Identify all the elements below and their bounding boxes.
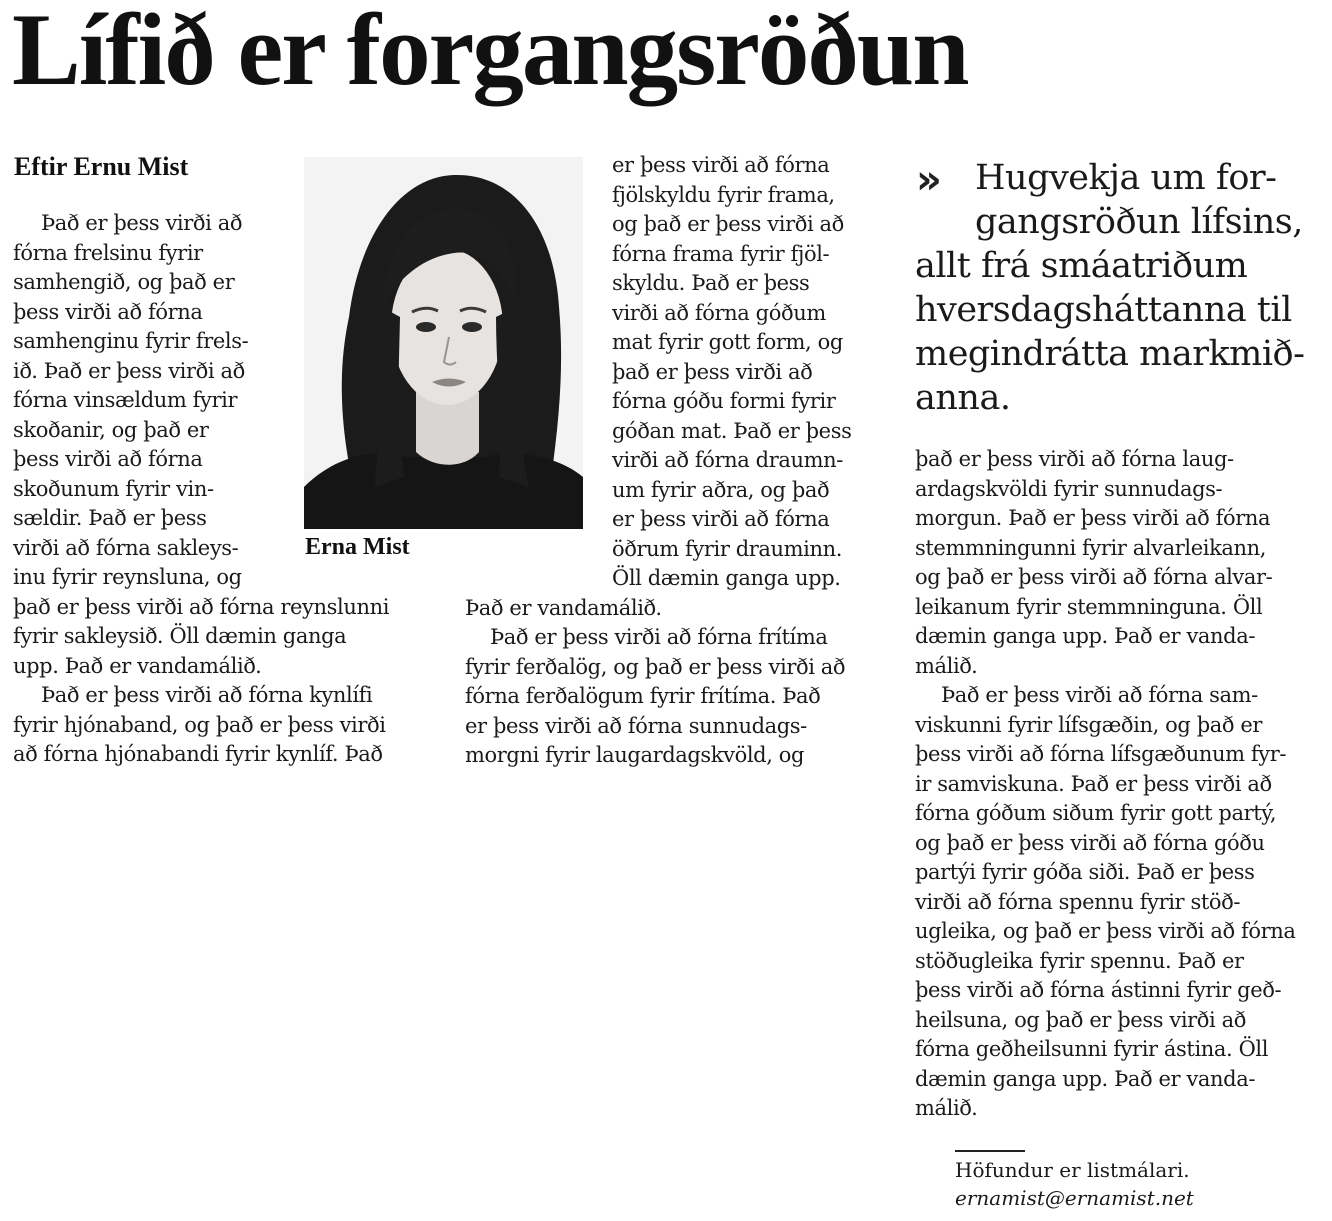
text-line: heilsuna, og það er þess virði að [915,1007,1246,1032]
text-line: skoðunum fyrir vin- [13,476,214,501]
text-line: dæmin ganga upp. Það er vanda- [915,624,1256,648]
text-line: fórna ferðalögum fyrir frítíma. Það [465,684,821,708]
text-line: ardagskvöldi fyrir sunnudags- [915,476,1223,501]
text-line: fyrir hjónaband, og það er þess virði [13,712,386,737]
text-line: morgni fyrir laugardagskvöld, og [465,743,805,767]
text-line: gangsröðun lífsins, [975,202,1303,242]
author-photo [304,157,583,529]
text-line: allt frá smáatriðum [915,246,1248,286]
text-line: skoðanir, og það er [13,417,209,442]
photo-caption: Erna Mist [305,534,410,560]
text-line: þess virði að fórna [13,447,203,471]
text-line: góðan mat. Það er þess [612,418,852,443]
text-line: fjölskyldu fyrir frama, [612,182,835,207]
text-line: hversdagsháttanna til [915,290,1292,330]
text-line: þess virði að fórna [13,299,203,324]
text-line: virði að fórna draumn- [612,448,843,472]
text-line: ir samviskuna. Það er þess virði að [915,771,1272,796]
text-line: mat fyrir gott form, og [612,330,843,354]
text-line: virði að fórna spennu fyrir stöð- [915,889,1241,914]
quote-mark-icon: » [916,157,930,203]
author-email: ernamist@ernamist.net [955,1186,1194,1210]
footer-divider [955,1150,1025,1152]
text-line: samhenginu fyrir frels- [13,329,249,353]
text-line: fórna vinsældum fyrir [13,388,238,412]
text-line: fórna góðum siðum fyrir gott partý, [915,801,1277,825]
text-line: Það er þess virði að fórna sam- [941,683,1258,707]
text-line: það er þess virði að fórna laug- [915,447,1234,471]
text-line: Það er þess virði að [41,211,243,235]
text-line: er þess virði að fórna [612,153,830,177]
text-line: og það er þess virði að fórna alvar- [915,565,1273,589]
byline: Eftir Ernu Mist [14,152,189,181]
text-line: um fyrir aðra, og það [612,477,830,502]
text-line: viskunni fyrir lífsgæðin, og það er [915,712,1263,737]
text-line: Það er þess virði að fórna frítíma [490,625,828,649]
text-line: það er þess virði að fórna reynslunni [13,594,390,619]
text-line: morgun. Það er þess virði að fórna [915,506,1271,530]
headline: Lífið er forgangsröðun [12,0,968,107]
text-line: fórna frama fyrir fjöl- [612,241,830,266]
text-line: málið. [915,1096,978,1120]
text-line: málið. [915,653,978,678]
text-line: stemmningunni fyrir alvarleikann, [915,535,1267,560]
portrait-photo [304,157,583,529]
text-line: það er þess virði að [612,359,813,384]
text-line: þess virði að fórna ástinni fyrir geð- [915,978,1282,1002]
text-line: leikanum fyrir stemmninguna. Öll [915,594,1263,619]
text-line: er þess virði að fórna [612,507,830,531]
text-line: dæmin ganga upp. Það er vanda- [915,1066,1256,1091]
text-line: er þess virði að fórna sunnudags- [465,713,807,738]
text-line: að fórna hjónabandi fyrir kynlíf. Það [13,742,383,766]
text-line: megindrátta markmið- [915,334,1305,374]
text-line: fórna góðu formi fyrir [612,389,836,413]
text-line: fyrir ferðalög, og það er þess virði að [465,654,846,679]
text-line: virði að fórna góðum [612,300,826,325]
text-line: ugleika, og það er þess virði að fórna [915,919,1296,943]
text-line: og það er þess virði að [612,212,844,236]
text-line: fórna geðheilsunni fyrir ástina. Öll [915,1037,1269,1061]
text-line: fyrir sakleysið. Öll dæmin ganga [13,624,347,648]
text-line: sældir. Það er þess [13,506,207,530]
text-line: Öll dæmin ganga upp. [612,566,841,590]
text-line: skyldu. Það er þess [612,271,810,295]
text-line: virði að fórna sakleys- [13,535,239,560]
text-line: Hugvekja um for- [975,158,1277,198]
text-line: upp. Það er vandamálið. [13,653,262,678]
text-line: þess virði að fórna lífsgæðunum fyr- [915,742,1287,766]
author-note: Höfundur er listmálari. [955,1158,1190,1182]
text-line: ið. Það er þess virði að [13,358,245,383]
text-line: stöðugleika fyrir spennu. Það er [915,948,1244,973]
text-line: anna. [915,378,1011,418]
text-line: inu fyrir reynsluna, og [13,565,242,589]
text-line: samhengið, og það er [13,270,235,294]
text-line: öðrum fyrir drauminn. [612,536,843,561]
text-line: og það er þess virði að fórna góðu [915,830,1265,855]
text-line: partýi fyrir góða siði. Það er þess [915,860,1255,884]
text-line: Það er vandamálið. [465,595,662,620]
text-line: fórna frelsinu fyrir [13,240,203,265]
text-line: Það er þess virði að fórna kynlífi [41,683,373,707]
